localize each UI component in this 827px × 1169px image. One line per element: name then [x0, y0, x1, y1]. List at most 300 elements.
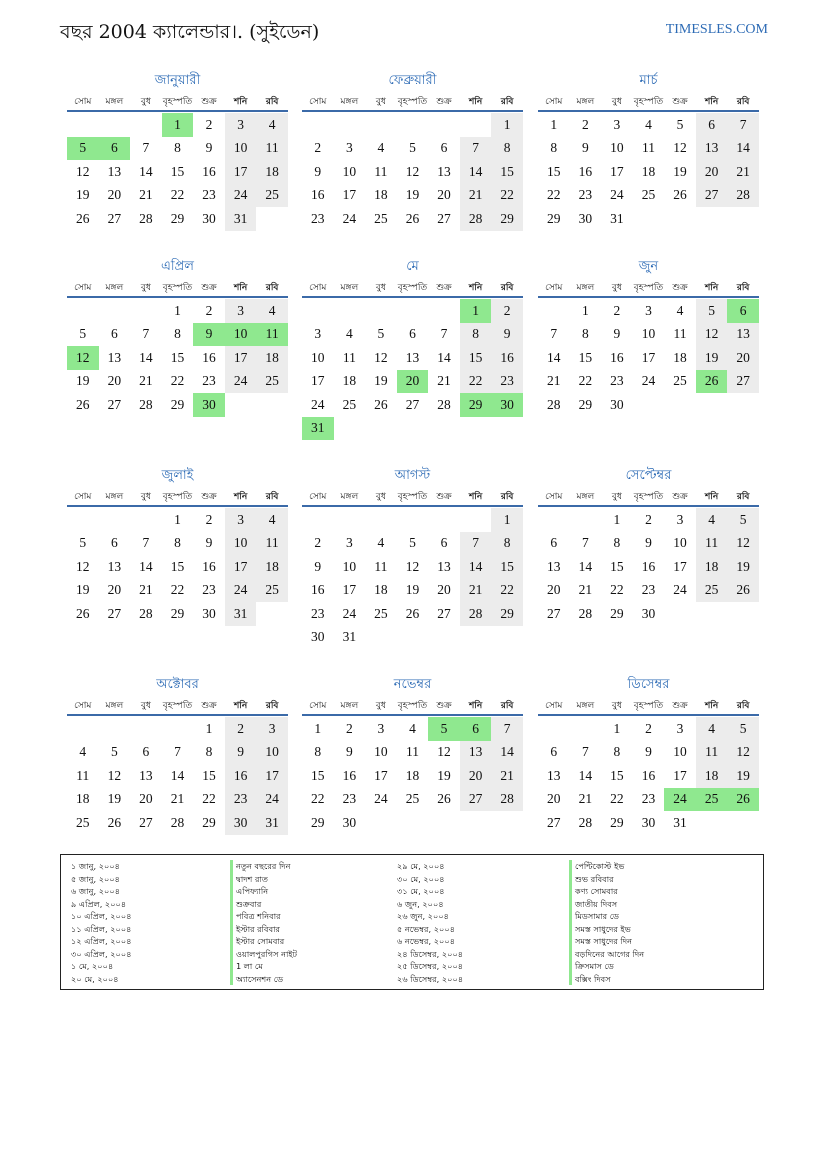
day-cell: 10	[673, 535, 687, 551]
weekday-label: বৃহস্পতি	[397, 700, 428, 711]
day-cell: 15	[170, 163, 185, 179]
day-cell: 22	[170, 187, 185, 203]
month-name: জুন	[638, 259, 659, 274]
day-cell: 21	[578, 791, 593, 807]
day-cell: 26	[405, 210, 420, 226]
day-cell: 9	[225, 741, 257, 765]
day-cell: 16	[311, 187, 325, 203]
legend-date: ৬ জানু, ২০০৪	[71, 886, 121, 897]
day-cell: 24	[225, 579, 257, 603]
holiday-day: 6	[99, 137, 131, 161]
day-cell: 8	[613, 535, 621, 551]
legend-dates-col-2	[397, 860, 463, 985]
weekday-label: শনি	[704, 96, 719, 107]
weekday-label: বৃহস্পতি	[162, 96, 193, 107]
day-cell: 6	[696, 113, 728, 137]
day-cell: 11	[696, 741, 728, 765]
holiday-day: 30	[491, 393, 523, 417]
month-name: সেপ্টেম্বর	[625, 468, 672, 483]
empty-cell	[428, 508, 460, 532]
weekday-label: সোম	[74, 282, 92, 293]
holiday-day: 1	[460, 299, 492, 323]
weekday-label: শনি	[468, 491, 483, 502]
month-8	[302, 467, 523, 649]
day-cell: 21	[139, 582, 153, 598]
day-cell: 16	[225, 764, 257, 788]
day-cell: 18	[696, 764, 728, 788]
day-cell: 23	[311, 605, 325, 621]
day-cell: 22	[610, 791, 624, 807]
days-grid	[538, 508, 759, 626]
day-cell: 8	[174, 326, 181, 342]
weekday-header	[538, 92, 759, 110]
day-cell: 2	[205, 511, 213, 527]
day-cell: 4	[645, 116, 652, 132]
day-cell: 29	[610, 814, 624, 830]
day-cell: 4	[256, 113, 288, 137]
day-cell: 20	[139, 791, 153, 807]
day-cell: 14	[437, 349, 451, 365]
day-cell: 18	[374, 582, 388, 598]
legend-date: ৫ নভেম্বর, ২০০৪	[397, 923, 456, 934]
day-cell: 7	[581, 744, 589, 760]
month-name: এপ্রিল	[161, 259, 194, 274]
day-cell: 14	[170, 767, 185, 783]
day-cell: 10	[256, 741, 288, 765]
empty-cell	[334, 299, 366, 323]
month-name: ডিসেম্বর	[627, 677, 670, 692]
day-cell: 19	[727, 555, 759, 579]
legend-date: ৩০ এপ্রিল, ২০০৪	[71, 948, 132, 959]
day-cell: 30	[641, 814, 656, 830]
day-cell: 4	[256, 299, 288, 323]
month-3	[538, 72, 759, 231]
month-9	[538, 467, 759, 626]
day-cell: 10	[225, 532, 257, 556]
legend-holiday-name: কণ্য সোমবার	[569, 885, 644, 898]
day-cell: 4	[345, 326, 353, 342]
day-cell: 1	[174, 511, 181, 527]
day-cell: 12	[405, 558, 420, 574]
day-cell: 26	[107, 814, 122, 830]
day-cell: 10	[610, 140, 624, 156]
day-cell: 12	[76, 163, 90, 179]
day-cell: 17	[256, 764, 288, 788]
day-cell: 1	[613, 511, 621, 527]
month-7	[67, 467, 288, 626]
weekday-label: সোম	[309, 96, 327, 107]
empty-cell	[67, 299, 99, 323]
weekday-label: মঙ্গল	[105, 491, 124, 502]
day-cell: 31	[256, 811, 288, 835]
day-cell: 31	[673, 814, 687, 830]
weekday-label: মঙ্গল	[105, 282, 124, 293]
day-cell: 17	[225, 346, 257, 370]
empty-cell	[460, 508, 492, 532]
header-rule	[67, 296, 288, 298]
day-cell: 13	[547, 767, 561, 783]
day-cell: 1	[613, 720, 621, 736]
weekday-label: মঙ্গল	[340, 491, 359, 502]
day-cell: 1	[314, 720, 322, 736]
weekday-label: বুধ	[375, 700, 386, 711]
day-cell: 15	[578, 349, 593, 365]
day-cell: 5	[409, 535, 416, 551]
day-cell: 20	[437, 582, 451, 598]
weekday-label: বৃহস্পতি	[162, 700, 193, 711]
weekday-label: রবি	[500, 700, 514, 711]
month-11	[302, 676, 523, 835]
day-cell: 21	[491, 764, 523, 788]
day-cell: 27	[107, 605, 122, 621]
day-cell: 1	[581, 302, 589, 318]
day-cell: 3	[225, 113, 257, 137]
day-cell: 12	[76, 558, 90, 574]
day-cell: 17	[610, 163, 624, 179]
legend-holiday-name: ক্রিসমাস ডে	[569, 960, 644, 973]
empty-cell	[365, 299, 397, 323]
day-cell: 15	[547, 163, 561, 179]
day-cell: 28	[491, 788, 523, 812]
day-cell: 24	[225, 370, 257, 394]
day-cell: 10	[342, 163, 357, 179]
day-cell: 10	[311, 349, 325, 365]
day-cell: 1	[550, 116, 558, 132]
day-cell: 15	[202, 767, 216, 783]
day-cell: 20	[437, 187, 451, 203]
day-cell: 29	[170, 396, 185, 412]
day-cell: 13	[437, 558, 451, 574]
day-cell: 23	[641, 582, 656, 598]
day-cell: 3	[676, 511, 684, 527]
empty-cell	[428, 299, 460, 323]
holiday-day: 31	[302, 417, 334, 441]
day-cell: 25	[374, 605, 388, 621]
day-cell: 24	[311, 396, 325, 412]
weekday-label: শনি	[233, 491, 248, 502]
day-cell: 30	[578, 210, 593, 226]
days-grid	[538, 113, 759, 231]
day-cell: 28	[460, 207, 492, 231]
weekday-label: বুধ	[140, 491, 151, 502]
day-cell: 22	[547, 187, 561, 203]
day-cell: 12	[727, 532, 759, 556]
day-cell: 23	[491, 370, 523, 394]
day-cell: 1	[205, 720, 213, 736]
day-cell: 26	[727, 579, 759, 603]
day-cell: 11	[374, 558, 388, 574]
day-cell: 29	[202, 814, 216, 830]
month-name: জানুয়ারী	[154, 73, 201, 88]
days-grid	[302, 113, 523, 231]
day-cell: 15	[491, 555, 523, 579]
day-cell: 12	[673, 140, 687, 156]
day-cell: 6	[550, 744, 558, 760]
weekday-label: রবি	[265, 96, 279, 107]
day-cell: 15	[491, 160, 523, 184]
weekday-label: বুধ	[611, 96, 622, 107]
day-cell: 26	[76, 396, 90, 412]
day-cell: 2	[314, 535, 322, 551]
weekday-label: বুধ	[140, 700, 151, 711]
legend-date: ২৪ ডিসেম্বর, ২০০৪	[397, 948, 464, 959]
day-cell: 29	[491, 602, 523, 626]
day-cell: 14	[578, 767, 593, 783]
weekday-header	[538, 278, 759, 296]
empty-cell	[130, 508, 162, 532]
holiday-day: 6	[727, 299, 759, 323]
weekday-label: বৃহস্পতি	[633, 282, 664, 293]
day-cell: 26	[405, 605, 420, 621]
day-cell: 27	[437, 210, 451, 226]
day-cell: 27	[696, 184, 728, 208]
day-cell: 29	[311, 814, 325, 830]
day-cell: 30	[202, 605, 216, 621]
legend-holiday-name: পেন্টিকোস্ট ইভ	[569, 860, 644, 873]
header-rule	[302, 296, 523, 298]
day-cell: 5	[409, 140, 416, 156]
day-cell: 9	[345, 744, 353, 760]
weekday-label: সোম	[74, 700, 92, 711]
day-cell: 25	[696, 579, 728, 603]
day-cell: 13	[696, 137, 728, 161]
day-cell: 19	[76, 187, 90, 203]
empty-cell	[302, 299, 334, 323]
day-cell: 3	[645, 302, 652, 318]
day-cell: 21	[578, 582, 593, 598]
day-cell: 31	[225, 602, 257, 626]
weekday-label: বুধ	[611, 491, 622, 502]
holiday-day: 10	[225, 323, 257, 347]
day-cell: 18	[641, 163, 656, 179]
weekday-label: শনি	[468, 96, 483, 107]
day-cell: 14	[139, 558, 153, 574]
day-cell: 19	[437, 767, 451, 783]
day-cell: 30	[641, 605, 656, 621]
day-cell: 2	[645, 720, 652, 736]
day-cell: 3	[345, 140, 353, 156]
day-cell: 19	[405, 187, 420, 203]
day-cell: 4	[377, 140, 385, 156]
header-rule	[302, 714, 523, 716]
day-cell: 24	[374, 791, 388, 807]
day-cell: 23	[578, 187, 593, 203]
day-cell: 28	[460, 602, 492, 626]
weekday-label: মঙ্গল	[105, 96, 124, 107]
day-cell: 2	[205, 116, 213, 132]
day-cell: 6	[110, 326, 118, 342]
empty-cell	[162, 717, 194, 741]
header-rule	[538, 505, 759, 507]
day-cell: 17	[673, 767, 687, 783]
day-cell: 14	[460, 555, 492, 579]
day-cell: 14	[547, 349, 561, 365]
day-cell: 30	[311, 629, 325, 645]
day-cell: 9	[491, 323, 523, 347]
day-cell: 3	[256, 717, 288, 741]
weekday-label: সোম	[545, 700, 563, 711]
day-cell: 31	[342, 629, 357, 645]
day-cell: 16	[578, 163, 593, 179]
days-grid	[302, 508, 523, 649]
legend-date: ৬ জুন, ২০০৪	[397, 898, 444, 909]
legend-holiday-name: মিডসামার ডে	[569, 910, 644, 923]
day-cell: 5	[676, 116, 684, 132]
day-cell: 12	[696, 323, 728, 347]
empty-cell	[67, 113, 99, 137]
day-cell: 18	[696, 555, 728, 579]
legend-date: ১২ এপ্রিল, ২০০৪	[71, 936, 132, 947]
day-cell: 6	[142, 744, 150, 760]
day-cell: 23	[311, 210, 325, 226]
weekday-label: রবি	[265, 282, 279, 293]
day-cell: 15	[170, 558, 185, 574]
weekday-label: মঙ্গল	[576, 282, 595, 293]
day-cell: 21	[170, 791, 185, 807]
day-cell: 10	[374, 744, 388, 760]
day-cell: 23	[202, 373, 216, 389]
weekday-label: বৃহস্পতি	[397, 491, 428, 502]
day-cell: 10	[673, 744, 687, 760]
day-cell: 20	[547, 582, 561, 598]
header-rule	[302, 110, 523, 112]
day-cell: 9	[314, 558, 322, 574]
day-cell: 20	[107, 582, 122, 598]
day-cell: 11	[76, 767, 90, 783]
day-cell: 14	[727, 137, 759, 161]
month-name: মার্চ	[639, 73, 658, 88]
days-grid	[67, 299, 288, 417]
day-cell: 11	[256, 137, 288, 161]
day-cell: 2	[225, 717, 257, 741]
day-cell: 27	[547, 605, 561, 621]
day-cell: 27	[437, 605, 451, 621]
day-cell: 3	[613, 116, 621, 132]
legend-holiday-name: বড়দিনের আগের দিন	[569, 948, 644, 961]
day-cell: 19	[727, 764, 759, 788]
day-cell: 8	[174, 140, 181, 156]
day-cell: 30	[610, 396, 624, 412]
day-cell: 22	[170, 373, 185, 389]
day-cell: 17	[641, 349, 656, 365]
day-cell: 1	[491, 508, 523, 532]
day-cell: 7	[460, 532, 492, 556]
day-cell: 13	[107, 349, 122, 365]
empty-cell	[99, 717, 131, 741]
day-cell: 8	[314, 744, 322, 760]
legend-holiday-name: ওয়ালপুরগিস নাইট	[230, 948, 297, 961]
day-cell: 19	[107, 791, 122, 807]
empty-cell	[397, 508, 429, 532]
weekday-label: শনি	[704, 282, 719, 293]
empty-cell	[67, 717, 99, 741]
weekday-label: রবি	[736, 700, 750, 711]
month-5	[302, 258, 523, 440]
header-rule	[538, 110, 759, 112]
day-cell: 7	[440, 326, 448, 342]
weekday-label: রবি	[500, 96, 514, 107]
day-cell: 13	[405, 349, 420, 365]
day-cell: 9	[613, 326, 621, 342]
day-cell: 27	[405, 396, 420, 412]
day-cell: 28	[170, 814, 185, 830]
weekday-label: শুক্র	[436, 491, 452, 502]
day-cell: 18	[405, 767, 420, 783]
weekday-label: সোম	[545, 96, 563, 107]
day-cell: 8	[613, 744, 621, 760]
weekday-label: শুক্র	[672, 700, 688, 711]
day-cell: 20	[107, 187, 122, 203]
day-cell: 18	[374, 187, 388, 203]
legend-holiday-name: পবিত্র শনিবার	[230, 910, 297, 923]
day-cell: 3	[314, 326, 322, 342]
day-cell: 4	[256, 508, 288, 532]
day-cell: 4	[377, 535, 385, 551]
empty-cell	[538, 508, 570, 532]
weekday-label: মঙ্গল	[576, 96, 595, 107]
day-cell: 11	[374, 163, 388, 179]
day-cell: 15	[610, 558, 624, 574]
weekday-label: বৃহস্পতি	[633, 700, 664, 711]
empty-cell	[460, 113, 492, 137]
weekday-label: শনি	[233, 700, 248, 711]
day-cell: 6	[110, 535, 118, 551]
weekday-label: বৃহস্পতি	[397, 96, 428, 107]
legend-holiday-name: বক্সিং দিবস	[569, 973, 644, 986]
legend-names-col-1	[230, 860, 297, 985]
day-cell: 7	[460, 137, 492, 161]
day-cell: 4	[79, 744, 87, 760]
empty-cell	[99, 299, 131, 323]
weekday-label: রবি	[736, 96, 750, 107]
weekday-header	[538, 487, 759, 505]
day-cell: 11	[342, 349, 356, 365]
day-cell: 26	[76, 605, 90, 621]
day-cell: 15	[170, 349, 185, 365]
legend-date: ২৯ মে, ২০০৪	[397, 861, 445, 871]
day-cell: 19	[696, 346, 728, 370]
day-cell: 29	[578, 396, 593, 412]
day-cell: 13	[107, 558, 122, 574]
weekday-label: সোম	[74, 96, 92, 107]
holiday-day: 5	[428, 717, 460, 741]
holiday-day: 25	[696, 788, 728, 812]
day-cell: 31	[225, 207, 257, 231]
weekday-label: রবি	[265, 700, 279, 711]
day-cell: 23	[202, 582, 216, 598]
legend-date: ১ মে, ২০০৪	[71, 961, 114, 972]
legend-date: ২৫ ডিসেম্বর, ২০০৪	[397, 961, 464, 972]
weekday-label: শুক্র	[672, 96, 688, 107]
weekday-label: বুধ	[375, 96, 386, 107]
day-cell: 18	[342, 373, 357, 389]
site-link[interactable]: TIMESLES.COM	[665, 22, 768, 37]
day-cell: 14	[491, 741, 523, 765]
legend-holiday-name: 1 লা মে	[230, 960, 297, 973]
month-10	[67, 676, 288, 835]
weekday-label: রবি	[736, 491, 750, 502]
legend-date: ৫ জানু, ২০০৪	[71, 873, 120, 884]
empty-cell	[130, 299, 162, 323]
day-cell: 16	[641, 558, 656, 574]
day-cell: 21	[727, 160, 759, 184]
day-cell: 28	[437, 396, 451, 412]
day-cell: 24	[342, 210, 357, 226]
day-cell: 15	[460, 346, 492, 370]
day-cell: 5	[727, 717, 759, 741]
day-cell: 21	[547, 373, 561, 389]
day-cell: 27	[107, 210, 122, 226]
